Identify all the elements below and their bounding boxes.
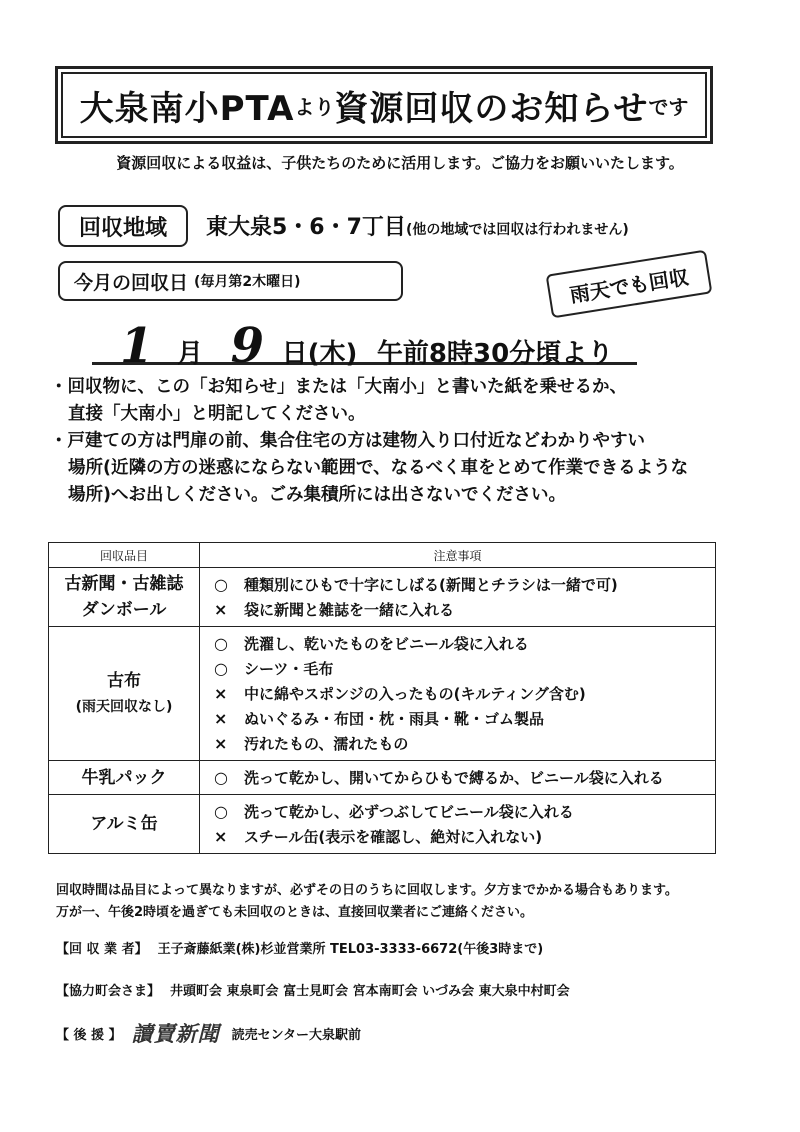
table-row [49, 761, 716, 795]
instructions [50, 374, 750, 509]
date-month-num: 1 [120, 318, 154, 374]
contractor-label: 【回 収 業 者】 [56, 942, 148, 957]
note-text: ぬいぐるみ・布団・枕・雨具・靴・ゴム製品 [244, 710, 545, 728]
category-cell [49, 627, 200, 761]
bullet-line: ・戸建ての方は門扉の前、集合住宅の方は建物入り口付近などわかりやすい [50, 431, 645, 451]
notes-cell [200, 761, 716, 795]
note-text: 洗って乾かし、開いてからひもで縛るか、ビニール袋に入れる [244, 769, 664, 787]
note-item [214, 824, 715, 849]
note-text: スチール缶(表示を確認し、絶対に入れない) [244, 828, 543, 846]
table-row [49, 627, 716, 761]
intro-text: 資源回収による収益は、子供たちのために活用します。ご協力をお願いいたします。 [116, 154, 684, 172]
title-box [55, 66, 713, 144]
note-item [214, 572, 715, 597]
note-text: 袋に新聞と雑誌を一緒に入れる [244, 601, 455, 619]
after-note-line: 万が一、午後2時頃を過ぎても未回収のときは、直接回収業者にご連絡ください。 [56, 905, 534, 920]
rain-stamp: 雨天でも回収 [546, 250, 713, 319]
title-main-2: 資源回収のお知らせ [334, 88, 649, 129]
after-note-line: 回収時間は品目によって異なりますが、必ずその日のうちに回収します。夕方までかかる場合もあります。 [56, 883, 678, 898]
note-text: 中に綿やスポンジの入ったもの(キルティング含む) [244, 685, 586, 703]
date-day-unit: 日(木) [281, 339, 358, 369]
category-name: 牛乳パック [81, 767, 167, 788]
ok-mark-icon: ○ [214, 634, 228, 653]
note-text: 洗濯し、乾いたものをビニール袋に入れる [244, 635, 529, 653]
note-text: 汚れたもの、濡れたもの [244, 735, 409, 753]
category-name: 古新聞・古雑誌 [64, 574, 184, 594]
towns-info [56, 980, 570, 999]
area-value: 東大泉5・6・7丁目 [206, 215, 406, 240]
category-name: 古布 [107, 670, 141, 691]
ok-mark-icon: ○ [214, 575, 228, 594]
notes-cell [200, 627, 716, 761]
bullet-line: ・回収物に、この「お知らせ」または「大南小」と書いた紙を乗せるか、 [50, 377, 627, 397]
note-item [214, 656, 715, 681]
date-time: 午前8時30分頃より [376, 339, 614, 369]
date-day-num: 9 [230, 318, 264, 374]
note-item [214, 631, 715, 656]
category-cell [49, 795, 200, 854]
header-category: 回収品目 [49, 543, 200, 568]
category-cell [49, 761, 200, 795]
ng-mark-icon: × [214, 600, 228, 619]
note-item [214, 706, 715, 731]
header-notes: 注意事項 [200, 543, 716, 568]
category-cell [49, 568, 200, 627]
bullet-line: 場所)へお出しください。ごみ集積所には出さないでください。 [68, 485, 566, 505]
table-header-row [49, 543, 716, 568]
after-notes [56, 880, 756, 924]
area-note: (他の地域では回収は行われません) [405, 222, 629, 238]
category-name: ダンボール [81, 600, 167, 620]
ok-mark-icon: ○ [214, 768, 228, 787]
contractor-info [56, 938, 543, 957]
category-name: アルミ缶 [90, 814, 158, 834]
bullet-line: 場所(近隣の方の迷惑にならない範囲で、なるべく車をとめて作業できるような [68, 458, 689, 478]
newspaper-logo: 讀賣新聞 [131, 1021, 220, 1046]
collection-day-text: 今月の回収日 [74, 271, 189, 294]
items-table [48, 542, 716, 854]
ng-mark-icon: × [214, 709, 228, 728]
notes-cell [200, 795, 716, 854]
note-item [214, 681, 715, 706]
area-label: 回収地域 [58, 205, 188, 247]
contractor-value: 王子斎藤紙業(株)杉並営業所 TEL03-3333-6672(午後3時まで) [157, 942, 544, 957]
towns-value: 井頭町会 東泉町会 富士見町会 宮本南町会 いづみ会 東大泉中村町会 [170, 984, 570, 999]
note-text: 種類別にひもで十字にしばる(新聞とチラシは一緒で可) [244, 576, 618, 594]
ok-mark-icon: ○ [214, 659, 228, 678]
sponsor-label: 【 後 援 】 [56, 1027, 122, 1043]
note-item [214, 731, 715, 756]
bullet-line: 直接「大南小」と明記してください。 [68, 404, 366, 424]
area-value-wrap [206, 210, 629, 241]
ng-mark-icon: × [214, 734, 228, 753]
collection-date [92, 318, 637, 374]
ok-mark-icon: ○ [214, 802, 228, 821]
ng-mark-icon: × [214, 684, 228, 703]
towns-label: 【協力町会さま】 [56, 984, 161, 999]
note-text: シーツ・毛布 [244, 660, 334, 678]
notes-cell [200, 568, 716, 627]
table-row [49, 795, 716, 854]
date-month-unit: 月 [176, 339, 203, 369]
title-small-1: より [294, 94, 335, 119]
collection-day-label [58, 261, 403, 301]
sponsor-value: 読売センター大泉駅前 [231, 1027, 362, 1043]
ng-mark-icon: × [214, 827, 228, 846]
note-item [214, 799, 715, 824]
title-main-1: 大泉南小PTA [79, 88, 295, 129]
sponsor-info [56, 1018, 361, 1048]
note-text: 洗って乾かし、必ずつぶしてビニール袋に入れる [244, 803, 574, 821]
note-item [214, 765, 715, 790]
title-small-2: です [648, 94, 689, 119]
note-item [214, 597, 715, 622]
category-sub: (雨天回収なし) [75, 698, 173, 715]
collection-day-note: (毎月第2木曜日) [194, 274, 301, 290]
table-row [49, 568, 716, 627]
